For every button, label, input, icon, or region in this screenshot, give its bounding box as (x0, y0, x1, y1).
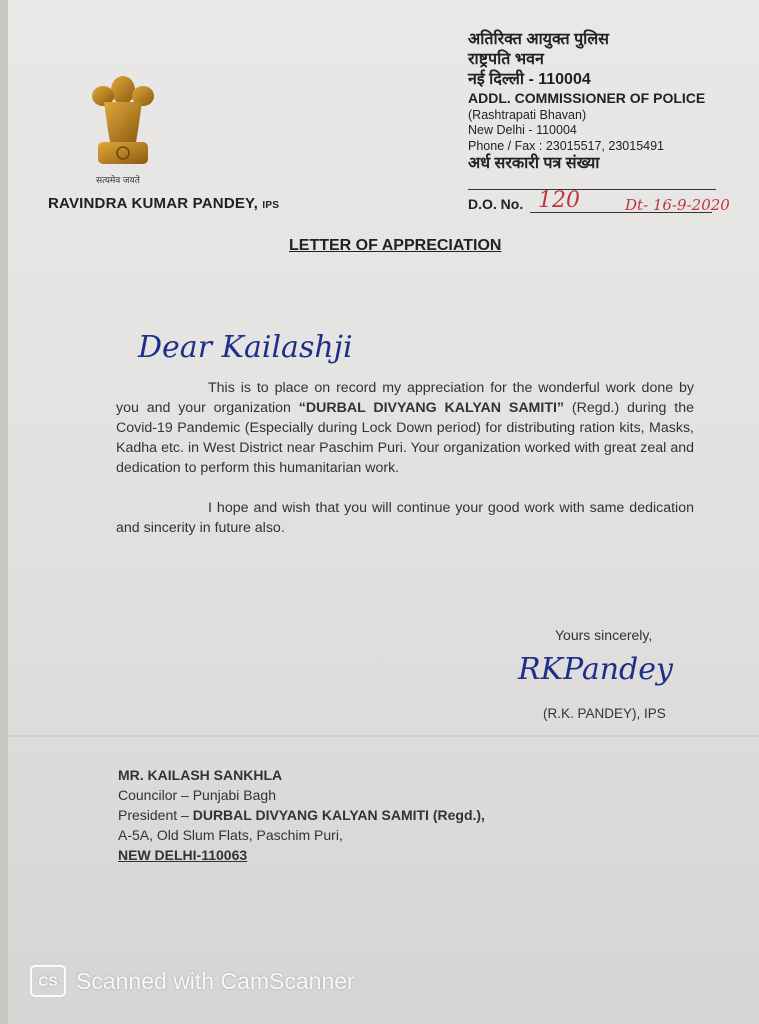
do-label: D.O. No. (468, 196, 524, 212)
officer-name (48, 195, 279, 212)
letter-body (116, 378, 694, 558)
do-number: 120 (538, 188, 580, 213)
recipient-line-2 (118, 805, 485, 825)
recipient-address (118, 765, 485, 865)
recipient-org: DURBAL DIVYANG KALYAN SAMITI (Regd.), (192, 807, 485, 823)
recipient-name: MR. KAILASH SANKHLA (118, 767, 283, 783)
signature: RKPandey (518, 652, 673, 687)
p1-text-2: (Regd.) during the Covid-19 Pandemic (Especially during Lock Down period) for distributing ration kits, Masks, Kadha etc. in West District near Paschim Puri. Your organization worked with great zeal and dedication to perform this humanitarian work. (116, 400, 694, 476)
camscanner-watermark (30, 965, 355, 997)
national-emblem-icon (90, 72, 156, 170)
hindi-city: नई दिल्ली - 110004 (468, 71, 591, 88)
signatory-name: (R.K. PANDEY), IPS (543, 706, 666, 721)
letterhead-address (468, 30, 705, 174)
hindi-title: अतिरिक्त आयुक्त पुलिस (468, 31, 609, 48)
camscanner-logo-icon: CS (30, 965, 66, 997)
hindi-place: राष्ट्रपति भवन (468, 51, 544, 68)
phone: Phone / Fax : 23015517, 23015491 (468, 138, 664, 153)
recipient-line-1: Councilor – Punjabi Bagh (118, 787, 276, 803)
officer-name-text: RAVINDRA KUMAR PANDEY, (48, 195, 258, 212)
recipient-line-4: NEW DELHI-110063 (118, 847, 248, 863)
designation: ADDL. COMMISSIONER OF POLICE (468, 90, 706, 106)
motto: सत्यमेव जयते (96, 175, 140, 185)
org-name: “DURBAL DIVYANG KALYAN SAMITI” (298, 400, 565, 416)
paragraph-1 (116, 378, 694, 478)
officer-suffix: IPS (262, 200, 280, 211)
recipient-role: President – (118, 807, 193, 823)
paragraph-2: I hope and wish that you will continue your good work with same dedication and sincerity in future also. (116, 500, 694, 536)
hindi-do-label: अर्ध सरकारी पत्र संख्या (468, 155, 600, 173)
office: (Rashtrapati Bhavan) (468, 107, 587, 122)
paper-fold (8, 735, 759, 737)
divider (468, 189, 716, 190)
salutation: Dear Kailashji (138, 330, 353, 365)
city: New Delhi - 110004 (468, 123, 577, 138)
closing: Yours sincerely, (555, 627, 653, 643)
do-date: Dt- 16-9-2020 (625, 196, 730, 214)
p1-text: This is to place on record my appreciation for the wonderful work done by you and your organization (116, 380, 694, 416)
watermark-text: Scanned with CamScanner (76, 967, 355, 994)
recipient-line-3: A-5A, Old Slum Flats, Paschim Puri, (118, 827, 343, 843)
letter-title: LETTER OF APPRECIATION (289, 237, 502, 254)
